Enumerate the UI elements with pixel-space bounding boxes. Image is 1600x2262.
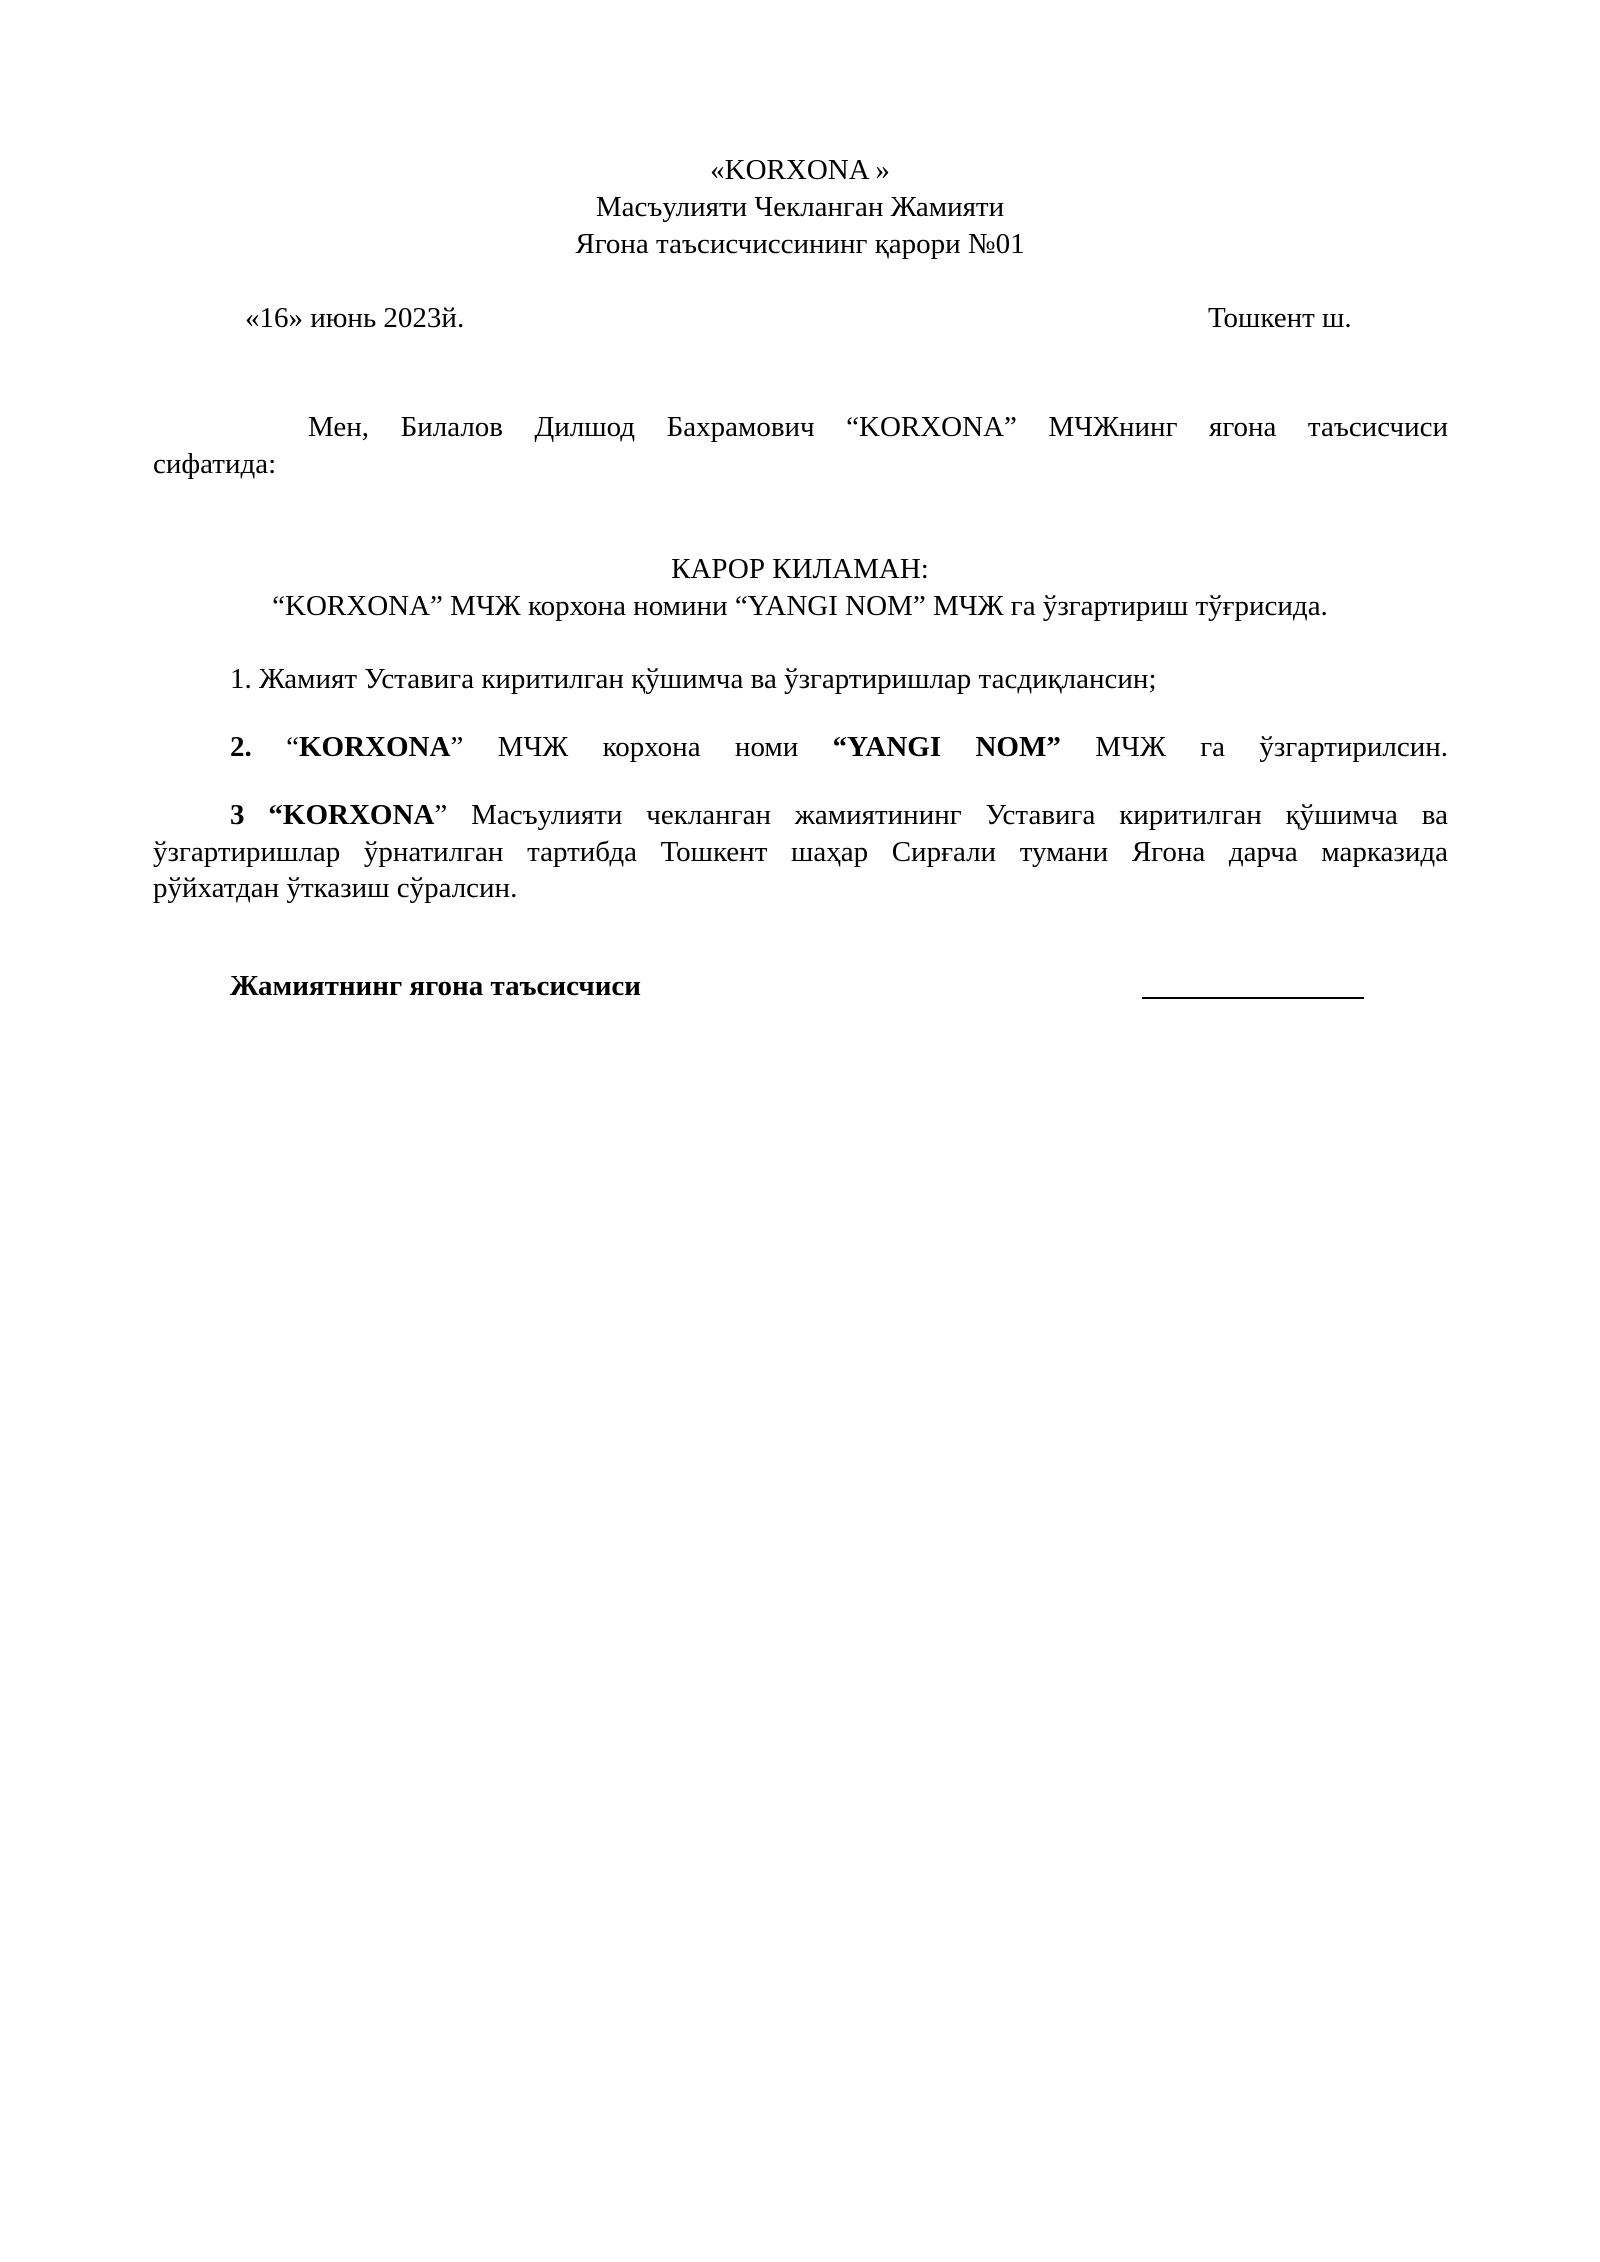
- item-2-word-2: корхона: [602, 731, 701, 763]
- item-2-number: 2.: [230, 731, 252, 763]
- decision-title: Ягона таъсисчиссининг қарори №01: [575, 228, 1025, 260]
- resolution-item-3-line-1: [230, 797, 1448, 833]
- company-type-heading: Масъулияти Чекланган Жамияти: [595, 191, 1005, 223]
- document-date: «16» июнь 2023й.: [245, 302, 465, 334]
- item-2-word-1: МЧЖ: [497, 731, 569, 763]
- resolution-item-1: 1. Жамият Уставига киритилган қўшимча ва ўзгартиришлар тасдиқлансин;: [230, 663, 1157, 695]
- resolution-item-3-line-3: рўйхатдан ўтказиш сўралсин.: [153, 872, 518, 904]
- intro-line-1: Мен, Билалов Дилшод Бахрамович “KORXONA” МЧЖнинг ягона таъсисчиси: [308, 411, 1448, 443]
- item-2-word-4: МЧЖ: [1095, 731, 1166, 763]
- intro-line-2: сифатида:: [153, 448, 277, 480]
- resolution-item-3-line-2: ўзгартиришлар ўрнатилган тартибда Тошкент шаҳар Сирғали тумани Ягона дарча марказида: [153, 836, 1448, 868]
- resolution-item-2: [230, 729, 1448, 765]
- document-city: Тошкент ш.: [1208, 302, 1352, 334]
- item-2-word-5: га: [1200, 731, 1225, 763]
- item-2-open-quote: “: [286, 731, 299, 763]
- item-2-close-quote: ”: [450, 731, 464, 763]
- resolution-subject: “KORXONA” МЧЖ корхона номини “YANGI NOM” МЧЖ га ўзгартириш тўғрисида.: [272, 590, 1328, 622]
- item-2-word-6: ўзгартирилсин.: [1259, 731, 1449, 763]
- item-3-close-quote: ”: [434, 799, 448, 831]
- item-2-new-name: “YANGI NOM”: [832, 731, 1061, 763]
- signature-line: [1142, 997, 1364, 999]
- item-2-old-name-wrap: [286, 731, 463, 763]
- company-name-heading: «KORXONA »: [710, 154, 890, 186]
- signature-label: Жамиятнинг ягона таъсисчиси: [230, 970, 642, 1002]
- item-3-text-line-1: Масъулияти чекланган жамиятининг Уставига киритилган қўшимча ва: [447, 799, 1448, 831]
- resolution-heading: КАРОР КИЛАМАН:: [671, 553, 929, 585]
- item-2-word-3: номи: [734, 731, 799, 763]
- item-3-number-name: 3 “KORXONA: [230, 799, 435, 831]
- item-2-old-name: KORXONA: [298, 731, 451, 763]
